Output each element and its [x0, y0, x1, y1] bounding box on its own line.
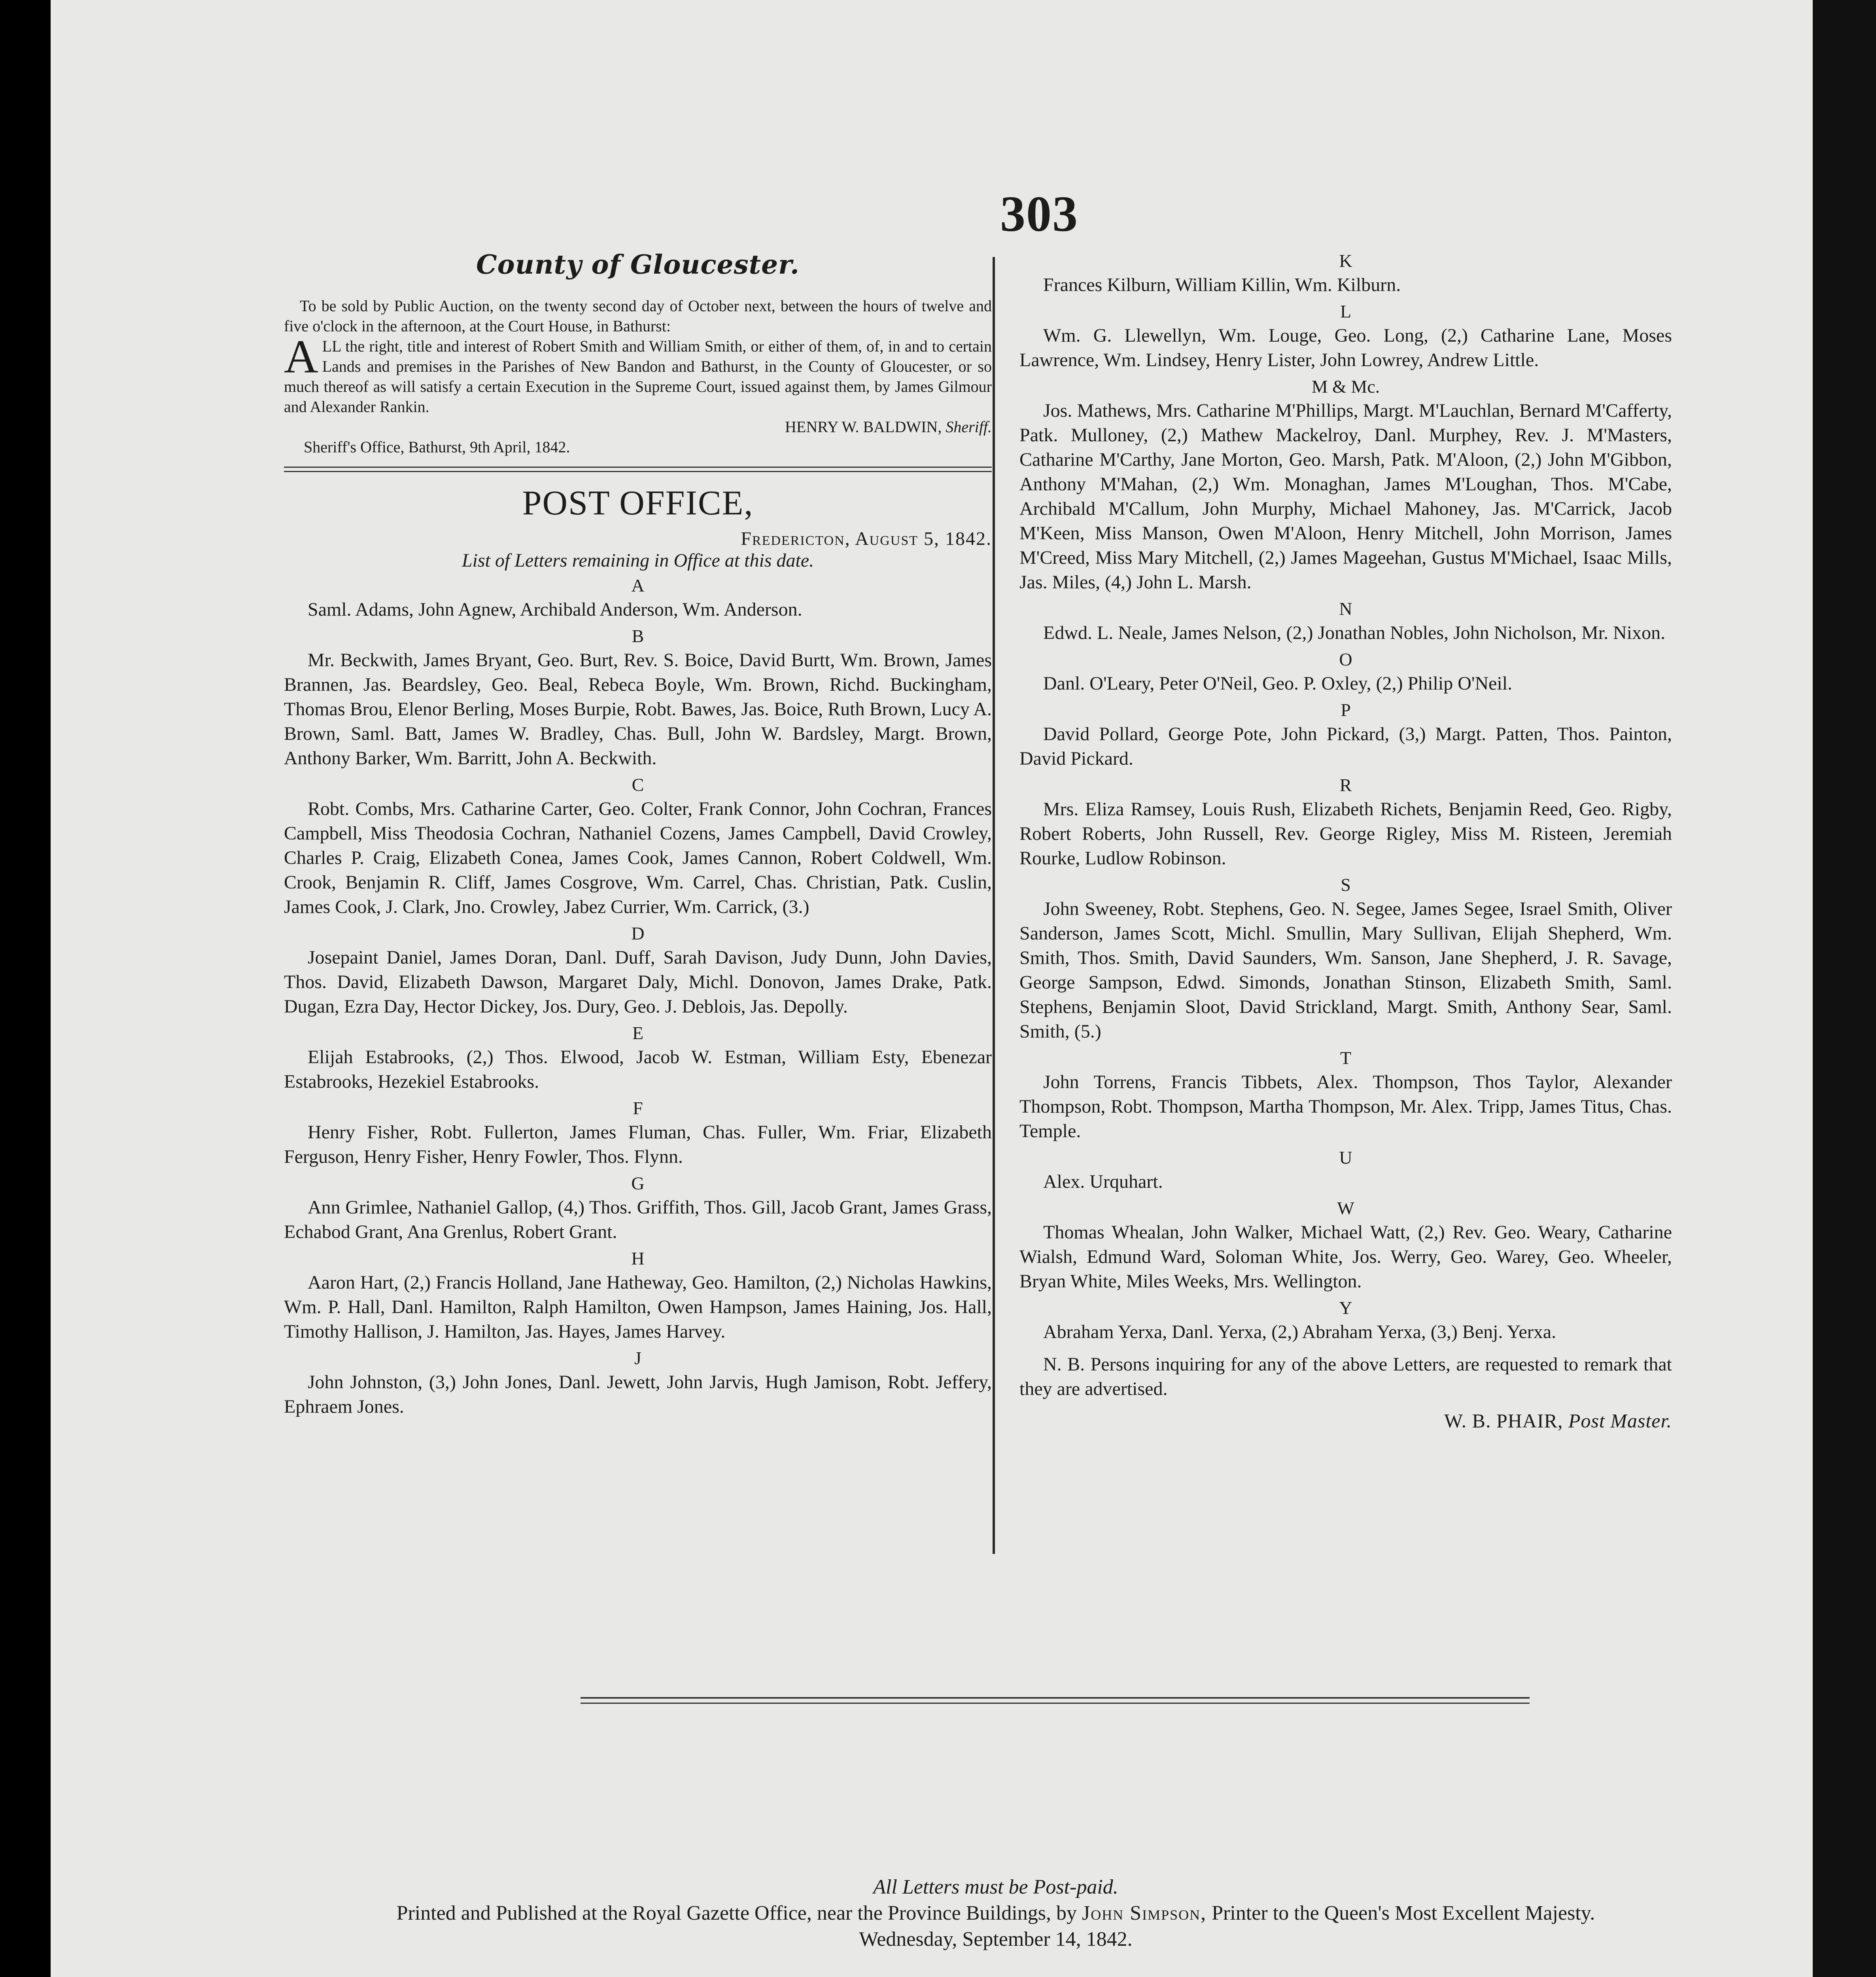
section-letter: S — [1341, 875, 1351, 895]
section-letter: K — [1339, 251, 1352, 271]
sale-body — [284, 330, 992, 417]
sheriff-title: Sheriff. — [946, 418, 992, 436]
section-letter: U — [1339, 1147, 1352, 1168]
section-letter: N — [1339, 599, 1352, 619]
section-names: Ann Grimlee, Nathaniel Gallop, (4,) Thos. Griffith, Thos. Gill, Jacob Grant, James Grass, Echabod Grant, Ana Grenlus, Robert Grant. — [284, 1197, 992, 1242]
postpaid-note: All Letters must be Post-paid. — [873, 1876, 1118, 1898]
section-letter: W — [1337, 1198, 1354, 1218]
section-letter: A — [631, 575, 645, 595]
section-names: Elijah Estabrooks, (2,) Thos. Elwood, Jacob W. Estman, William Esty, Ebenezar Estabrooks, Hezekiel Estabrooks. — [284, 1047, 992, 1092]
scan-border — [1813, 0, 1876, 1977]
section-letter: C — [632, 775, 644, 795]
printer-line — [343, 1900, 1648, 1926]
right-column — [1019, 249, 1672, 1432]
page-number: 303 — [1000, 186, 1078, 242]
section-letter: J — [634, 1348, 641, 1368]
section-letter: O — [1339, 649, 1352, 669]
section-names: Mr. Beckwith, James Bryant, Geo. Burt, Rev. S. Boice, David Burtt, Wm. Brown, James Brannen, Jas. Beardsley, Geo. Beal, Rebeca Boyle, Wm. Brown, Richd. Buckingham, Thomas Brou, Elenor Berling, Moses Burpie, Robt. Bawes, Jas. Boice, Ruth Brown, Lucy A. Brown, Saml. Batt, James W. Bradley, Chas. Bull, John W. Bardsley, Margt. Brown, Anthony Barker, Wm. Barritt, John A. Beckwith. — [284, 650, 992, 769]
letters-list-left — [284, 574, 992, 1419]
footer-divider — [581, 1697, 1530, 1704]
section-letter: T — [1340, 1048, 1352, 1068]
sale-body-text: LL the right, title and interest of Robert Smith and William Smith, or either of them, of, in and to certain Lands and premises in the Parishes of New Bandon and Bathurst, in the County of Gloucester, or so much thereof as will satisfy a certain Execution in the Supreme Court, issued against them, by James Gilmour and Alexander Rankin. — [284, 337, 992, 416]
section-names: David Pollard, George Pote, John Pickard, (3,) Margt. Patten, Thos. Painton, David Pickard. — [1019, 724, 1672, 769]
section-names: Aaron Hart, (2,) Francis Holland, Jane Hatheway, Geo. Hamilton, (2,) Nicholas Hawkins, Wm. P. Hall, Danl. Hamilton, Ralph Hamilton, Owen Hampson, James Haining, Jos. Hall, Timothy Hallison, J. Hamilton, Jas. Hayes, James Harvey. — [284, 1272, 992, 1342]
section-names: Mrs. Eliza Ramsey, Louis Rush, Elizabeth Richets, Benjamin Reed, Geo. Rigby, Robert Roberts, John Russell, Rev. George Rigley, Miss M. Risteen, Jeremiah Rourke, Ludlow Robinson. — [1019, 799, 1672, 869]
section-names: Danl. O'Leary, Peter O'Neil, Geo. P. Oxley, (2,) Philip O'Neil. — [1043, 673, 1513, 694]
section-letter: B — [632, 626, 644, 646]
postmaster-title: Post Master. — [1568, 1410, 1672, 1432]
section-divider — [284, 467, 992, 472]
section-letter: E — [632, 1023, 644, 1043]
section-letter: H — [631, 1248, 645, 1268]
left-column — [284, 249, 992, 1421]
gazette-page — [51, 0, 1829, 1977]
section-names: Edwd. L. Neale, James Nelson, (2,) Jonathan Nobles, John Nicholson, Mr. Nixon. — [1043, 622, 1666, 643]
section-names: Robt. Combs, Mrs. Catharine Carter, Geo. Colter, Frank Connor, John Cochran, Frances Campbell, Miss Theodosia Cochran, Nathaniel Cozens, James Campbell, David Crowley, Charles P. Craig, Elizabeth Conea, James Cook, James Cannon, Robert Coldwell, Wm. Crook, Benjamin R. Cliff, James Cosgrove, Wm. Carrel, Chas. Christian, Patk. Cuslin, James Cook, J. Clark, Jno. Crowley, Jabez Currier, Wm. Carrick, (3.) — [284, 798, 992, 917]
section-letter: Y — [1339, 1298, 1352, 1318]
section-names: Alex. Urquhart. — [1043, 1171, 1163, 1192]
section-names: Frances Kilburn, William Killin, Wm. Kilburn. — [1043, 274, 1401, 295]
sheriff-notice — [284, 249, 992, 457]
drop-cap: A — [284, 330, 318, 383]
section-letter: R — [1339, 775, 1352, 795]
sheriff-name: HENRY W. BALDWIN, — [785, 418, 942, 436]
section-letter: L — [1340, 301, 1352, 321]
imprint — [343, 1874, 1648, 1952]
section-letter: G — [631, 1173, 645, 1193]
section-letter: F — [633, 1098, 643, 1118]
section-letter: M & Mc. — [1311, 376, 1380, 397]
section-names: John Johnston, (3,) John Jones, Danl. Jewett, John Jarvis, Hugh Jamison, Robt. Jeffery, Ephraem Jones. — [284, 1372, 992, 1417]
section-names: Henry Fisher, Robt. Fullerton, James Fluman, Chas. Fuller, Wm. Friar, Elizabeth Ferguson, Henry Fisher, Henry Fowler, Thos. Flynn. — [284, 1122, 992, 1167]
section-names: John Sweeney, Robt. Stephens, Geo. N. Segee, James Segee, Israel Smith, Oliver Sanderson, James Scott, Michl. Smullin, Mary Sullivan, Elijah Shepherd, Wm. Smith, Thos. Smith, David Saunders, Wm. Sanson, Jane Shepherd, J. R. Savage, George Sampson, Edwd. Simonds, Jonathan Stinson, Elizabeth Smith, Saml. Stephens, Benjamin Sloot, David Strickland, Margt. Smith, Anthony Sear, Saml. Smith, (5.) — [1019, 898, 1672, 1042]
postmaster-signature — [1019, 1409, 1672, 1432]
printed-suffix: Printer to the Queen's Most Excellent Majesty. — [1212, 1902, 1595, 1924]
column-divider — [993, 257, 995, 1554]
section-names: Josepaint Daniel, James Doran, Danl. Duff, Sarah Davison, Judy Dunn, John Davies, Thos. David, Elizabeth Dawson, Margaret Daly, Michl. Donovon, James Drake, Patk. Dugan, Ezra Day, Hector Dickey, Jos. Dury, Geo. J. Deblois, Jas. Depolly. — [284, 947, 992, 1017]
section-letter: D — [631, 923, 645, 943]
nota-bene: N. B. Persons inquiring for any of the above Letters, are requested to remark that they are advertised. — [1019, 1354, 1672, 1399]
list-heading: List of Letters remaining in Office at this date. — [461, 550, 814, 571]
letters-list-right — [1019, 249, 1672, 1344]
section-names: John Torrens, Francis Tibbets, Alex. Thompson, Thos Taylor, Alexander Thompson, Robt. Thompson, Martha Thompson, Mr. Alex. Tripp, James Titus, Chas. Temple. — [1019, 1072, 1672, 1142]
printer-name: John Simpson, — [1082, 1902, 1207, 1924]
section-names: Wm. G. Llewellyn, Wm. Louge, Geo. Long, (2,) Catharine Lane, Moses Lawrence, Wm. Lindsey, Henry Lister, John Lowrey, Andrew Little. — [1019, 325, 1672, 370]
section-names: Saml. Adams, John Agnew, Archibald Anderson, Wm. Anderson. — [308, 599, 802, 620]
section-names: Jos. Mathews, Mrs. Catharine M'Phillips, Margt. M'Lauchlan, Bernard M'Cafferty, Patk. Mulloney, (2,) Mathew Mackelroy, Danl. Murphey, Rev. J. M'Masters, Catharine M'Carthy, Jane Morton, Geo. Marsh, Patk. M'Aloon, (2,) John M'Gibbon, Anthony M'Mahan, (2,) Wm. Monaghan, James M'Loughan, Thos. M'Cabe, Archibald M'Callum, John Murphy, Michael Mahoney, Jas. M'Carrick, Jacob M'Keen, Miss Manson, Owen M'Aloon, Henry Mitchell, John Morrison, James M'Creed, Miss Mary Mitchell, (2,) James Mageehan, Gustus M'Michael, Isaac Mills, Jas. Miles, (4,) John L. Marsh. — [1019, 400, 1672, 593]
dateline: Fredericton, August 5, 1842. — [741, 528, 992, 549]
printed-prefix: Printed and Published at the Royal Gazette Office, near the Province Buildings, by — [396, 1902, 1077, 1924]
section-names: Thomas Whealan, John Walker, Michael Watt, (2,) Rev. Geo. Weary, Catharine Wialsh, Edmund Ward, Soloman White, Jos. Werry, Geo. Warey, Geo. Wheeler, Bryan White, Miles Weeks, Mrs. Wellington. — [1019, 1222, 1672, 1292]
post-office-notice — [284, 483, 992, 1419]
postmaster-name: W. B. PHAIR, — [1444, 1410, 1563, 1432]
county-heading: County of Gloucester. — [476, 249, 800, 280]
section-names: Abraham Yerxa, Danl. Yerxa, (2,) Abraham Yerxa, (3,) Benj. Yerxa. — [1043, 1321, 1556, 1342]
post-office-title: POST OFFICE, — [522, 484, 754, 522]
sale-intro: To be sold by Public Auction, on the twenty second day of October next, between the hours of twelve and five o'clock in the afternoon, at the Court House, in Bathurst: — [284, 297, 992, 335]
sheriff-office-date: Sheriff's Office, Bathurst, 9th April, 1842. — [304, 438, 570, 456]
sheriff-signature — [284, 417, 992, 437]
section-letter: P — [1341, 700, 1351, 720]
publication-date: Wednesday, September 14, 1842. — [859, 1928, 1133, 1951]
